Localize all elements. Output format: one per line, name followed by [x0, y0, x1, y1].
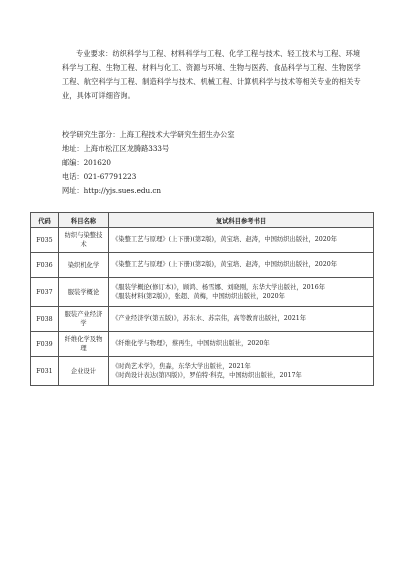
row-code: F035 [31, 228, 59, 253]
header-code: 代码 [31, 213, 59, 228]
row-books [109, 307, 374, 332]
contact-info [62, 128, 362, 198]
book-entry: 《服装学概论(修订本)》，顾鸿、杨雪娜、刘晓刚，东华大学出版社，2016年 [112, 283, 325, 291]
row-books [109, 228, 374, 253]
table-row [31, 332, 374, 357]
contact-phone: 电话：021-67791223 [62, 172, 137, 181]
row-subject: 企业设计 [59, 357, 109, 386]
row-code: F037 [31, 278, 59, 307]
table-row [31, 278, 374, 307]
table-row [31, 228, 374, 253]
row-subject: 纺织与染整技术 [59, 228, 109, 253]
table-row [31, 307, 374, 332]
book-entry: 《时尚艺术学》，焦淼，东华大学出版社，2021年 [112, 362, 251, 370]
book-entry: 《染整工艺与原理》(上下册)(第2版)，黄宝培、赵涛，中国纺织出版社，2020年 [112, 236, 338, 244]
table-row [31, 357, 374, 386]
row-subject: 服装学概论 [59, 278, 109, 307]
header-books: 复试科目参考书目 [109, 213, 374, 228]
row-subject: 染织机化学 [59, 253, 109, 278]
contact-unit: 校学研究生部分：上海工程技术大学研究生招生办公室 [62, 130, 235, 139]
contact-address: 地址：上海市松江区龙腾路333号 [62, 144, 170, 153]
contact-website[interactable]: 网址：http://yjs.sues.edu.cn [62, 186, 162, 195]
table-header-row [31, 213, 374, 228]
row-code: F039 [31, 332, 59, 357]
row-books [109, 332, 374, 357]
reference-books-table [30, 212, 374, 386]
book-entry: 《时尚设计表达(第四版)》，罗伯特·科克，中国纺织出版社，2017年 [112, 372, 302, 379]
row-books [109, 253, 374, 278]
book-entry: 《纤维化学与物理》，蔡再生，中国纺织出版社，2020年 [112, 340, 270, 348]
book-entry: 《染整工艺与原理》(上下册)(第2版)，黄宝培、赵涛，中国纺织出版社，2020年 [112, 261, 338, 269]
row-books [109, 357, 374, 386]
contact-postcode: 邮编：201620 [62, 158, 112, 167]
row-subject: 服装产业经济学 [59, 307, 109, 332]
requirements-paragraph: 专业要求：纺织科学与工程、材料科学与工程、化学工程与技术、轻工技术与工程、环境科学与工程、生物工程、材料与化工、资源与环境、生物与医药、食品科学与工程、生物医学工程、航空科学与工程、制造科学与技术、机械工程、计算机科学与技术等相关专业的相关专业，具体可详细咨询。 [62, 49, 361, 100]
book-entry: 《服装材料(第2版)》，张超、黄梅，中国纺织出版社，2020年 [112, 293, 285, 300]
header-subject: 科目名称 [59, 213, 109, 228]
row-books [109, 278, 374, 307]
table-row [31, 253, 374, 278]
row-code: F038 [31, 307, 59, 332]
row-subject: 纤维化学及物理 [59, 332, 109, 357]
row-code: F036 [31, 253, 59, 278]
row-code: F031 [31, 357, 59, 386]
book-entry: 《产业经济学(第五版)》，苏东水、苏宗伟，高等教育出版社，2021年 [112, 315, 307, 323]
